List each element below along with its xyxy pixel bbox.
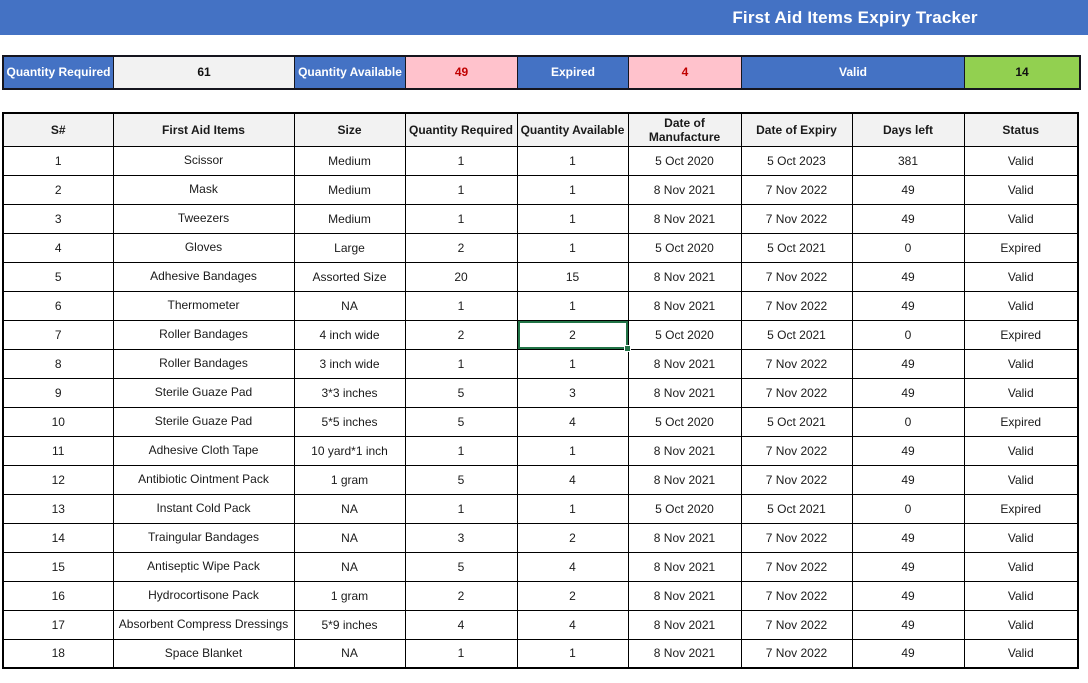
cell-sno[interactable]: 2	[3, 175, 113, 204]
cell-size[interactable]: NA	[294, 552, 405, 581]
cell-qty-available[interactable]: 2	[517, 523, 628, 552]
cell-date-of-manufacture[interactable]: 5 Oct 2020	[628, 146, 741, 175]
cell-days-left[interactable]: 49	[852, 175, 964, 204]
summary-valid-value[interactable]: 14	[965, 57, 1079, 88]
cell-sno[interactable]: 7	[3, 320, 113, 349]
table-body	[3, 146, 1078, 668]
cell-status[interactable]: Expired	[964, 407, 1078, 436]
cell-date-of-manufacture[interactable]: 8 Nov 2021	[628, 523, 741, 552]
table-row	[3, 233, 1078, 262]
cell-size[interactable]: Medium	[294, 146, 405, 175]
cell-qty-available[interactable]: 1	[517, 436, 628, 465]
cell-status[interactable]: Valid	[964, 639, 1078, 668]
cell-qty-available[interactable]: 1	[517, 291, 628, 320]
cell-item[interactable]: Absorbent Compress Dressings	[113, 610, 294, 639]
cell-date-of-manufacture[interactable]: 8 Nov 2021	[628, 639, 741, 668]
summary-quantity-required-label[interactable]: Quantity Required	[4, 57, 114, 88]
cell-date-of-manufacture[interactable]: 8 Nov 2021	[628, 175, 741, 204]
cell-date-of-manufacture[interactable]: 8 Nov 2021	[628, 291, 741, 320]
cell-status[interactable]: Valid	[964, 146, 1078, 175]
cell-item[interactable]: Roller Bandages	[113, 320, 294, 349]
cell-days-left[interactable]: 381	[852, 146, 964, 175]
cell-sno[interactable]: 12	[3, 465, 113, 494]
cell-days-left[interactable]: 49	[852, 262, 964, 291]
cell-date-of-expiry[interactable]: 7 Nov 2022	[741, 175, 852, 204]
summary-expired-label[interactable]: Expired	[518, 57, 629, 88]
cell-sno[interactable]: 15	[3, 552, 113, 581]
cell-item[interactable]: Thermometer	[113, 291, 294, 320]
cell-qty-available[interactable]: 4	[517, 465, 628, 494]
cell-qty-required[interactable]: 1	[405, 494, 517, 523]
cell-item[interactable]: Sterile Guaze Pad	[113, 378, 294, 407]
cell-sno[interactable]: 3	[3, 204, 113, 233]
header-sno[interactable]: S#	[3, 113, 113, 146]
cell-size[interactable]: Large	[294, 233, 405, 262]
header-status[interactable]: Status	[964, 113, 1078, 146]
cell-date-of-manufacture[interactable]: 8 Nov 2021	[628, 436, 741, 465]
cell-qty-required[interactable]: 2	[405, 233, 517, 262]
cell-sno[interactable]: 16	[3, 581, 113, 610]
cell-date-of-manufacture[interactable]: 8 Nov 2021	[628, 581, 741, 610]
cell-date-of-manufacture[interactable]: 8 Nov 2021	[628, 610, 741, 639]
cell-date-of-manufacture[interactable]: 5 Oct 2020	[628, 233, 741, 262]
table-row	[3, 378, 1078, 407]
cell-qty-available[interactable]: 15	[517, 262, 628, 291]
table-row	[3, 465, 1078, 494]
cell-sno[interactable]: 6	[3, 291, 113, 320]
cell-qty-available[interactable]: 4	[517, 552, 628, 581]
title-bar	[0, 0, 1088, 35]
cell-qty-available[interactable]: 3	[517, 378, 628, 407]
cell-sno[interactable]: 17	[3, 610, 113, 639]
cell-date-of-expiry[interactable]: 7 Nov 2022	[741, 523, 852, 552]
table-row	[3, 552, 1078, 581]
cell-item[interactable]: Traingular Bandages	[113, 523, 294, 552]
cell-days-left[interactable]: 49	[852, 291, 964, 320]
cell-qty-required[interactable]: 2	[405, 581, 517, 610]
cell-status[interactable]: Valid	[964, 378, 1078, 407]
cell-sno[interactable]: 10	[3, 407, 113, 436]
cell-size[interactable]: 3 inch wide	[294, 349, 405, 378]
cell-date-of-expiry[interactable]: 7 Nov 2022	[741, 581, 852, 610]
table-row	[3, 204, 1078, 233]
cell-days-left[interactable]: 49	[852, 610, 964, 639]
cell-status[interactable]: Valid	[964, 523, 1078, 552]
table-row	[3, 262, 1078, 291]
cell-qty-required[interactable]: 20	[405, 262, 517, 291]
header-days-left[interactable]: Days left	[852, 113, 964, 146]
cell-date-of-expiry[interactable]: 7 Nov 2022	[741, 262, 852, 291]
cell-days-left[interactable]: 0	[852, 407, 964, 436]
table-row	[3, 320, 1078, 349]
cell-status[interactable]: Valid	[964, 552, 1078, 581]
header-date-of-expiry[interactable]: Date of Expiry	[741, 113, 852, 146]
cell-sno[interactable]: 9	[3, 378, 113, 407]
cell-days-left[interactable]: 49	[852, 639, 964, 668]
table-row	[3, 494, 1078, 523]
cell-qty-required[interactable]: 1	[405, 349, 517, 378]
table-row	[3, 639, 1078, 668]
cell-date-of-expiry[interactable]: 7 Nov 2022	[741, 378, 852, 407]
cell-date-of-expiry[interactable]: 7 Nov 2022	[741, 552, 852, 581]
table-row	[3, 291, 1078, 320]
cell-qty-required[interactable]: 5	[405, 407, 517, 436]
cell-status[interactable]: Valid	[964, 262, 1078, 291]
cell-qty-required[interactable]: 1	[405, 291, 517, 320]
cell-qty-available[interactable]: 1	[517, 233, 628, 262]
table-row	[3, 407, 1078, 436]
cell-date-of-expiry[interactable]: 5 Oct 2021	[741, 233, 852, 262]
summary-expired-value[interactable]: 4	[629, 57, 742, 88]
table-row	[3, 581, 1078, 610]
cell-sno[interactable]: 1	[3, 146, 113, 175]
cell-status[interactable]: Valid	[964, 291, 1078, 320]
summary-valid-label[interactable]: Valid	[742, 57, 965, 88]
cell-size[interactable]: 5*9 inches	[294, 610, 405, 639]
cell-size[interactable]: NA	[294, 494, 405, 523]
cell-qty-required[interactable]: 1	[405, 639, 517, 668]
cell-date-of-manufacture[interactable]: 8 Nov 2021	[628, 552, 741, 581]
cell-status[interactable]: Expired	[964, 320, 1078, 349]
summary-strip	[2, 55, 1081, 90]
cell-days-left[interactable]: 0	[852, 320, 964, 349]
cell-date-of-expiry[interactable]: 7 Nov 2022	[741, 639, 852, 668]
cell-qty-available[interactable]: 2	[517, 320, 628, 349]
cell-qty-available[interactable]: 4	[517, 610, 628, 639]
header-quantity-available[interactable]: Quantity Available	[517, 113, 628, 146]
cell-qty-required[interactable]: 1	[405, 436, 517, 465]
cell-size[interactable]: NA	[294, 523, 405, 552]
cell-days-left[interactable]: 49	[852, 465, 964, 494]
cell-date-of-manufacture[interactable]: 8 Nov 2021	[628, 378, 741, 407]
table-row	[3, 146, 1078, 175]
cell-days-left[interactable]: 49	[852, 523, 964, 552]
cell-date-of-manufacture[interactable]: 8 Nov 2021	[628, 204, 741, 233]
cell-sno[interactable]: 11	[3, 436, 113, 465]
summary-quantity-required-value[interactable]: 61	[114, 57, 295, 88]
cell-status[interactable]: Expired	[964, 494, 1078, 523]
cell-date-of-manufacture[interactable]: 5 Oct 2020	[628, 407, 741, 436]
cell-item[interactable]: Antiseptic Wipe Pack	[113, 552, 294, 581]
cell-date-of-expiry[interactable]: 7 Nov 2022	[741, 291, 852, 320]
cell-item[interactable]: Adhesive Bandages	[113, 262, 294, 291]
cell-qty-available[interactable]: 4	[517, 407, 628, 436]
cell-item[interactable]: Sterile Guaze Pad	[113, 407, 294, 436]
cell-qty-available[interactable]: 1	[517, 494, 628, 523]
cell-sno[interactable]: 18	[3, 639, 113, 668]
cell-qty-required[interactable]: 5	[405, 465, 517, 494]
cell-qty-required[interactable]: 1	[405, 204, 517, 233]
cell-date-of-manufacture[interactable]: 5 Oct 2020	[628, 320, 741, 349]
cell-status[interactable]: Valid	[964, 610, 1078, 639]
cell-size[interactable]: 3*3 inches	[294, 378, 405, 407]
cell-date-of-manufacture[interactable]: 8 Nov 2021	[628, 465, 741, 494]
cell-qty-available[interactable]: 1	[517, 349, 628, 378]
first-aid-items-table	[2, 112, 1079, 669]
cell-qty-required[interactable]: 1	[405, 146, 517, 175]
cell-date-of-manufacture[interactable]: 8 Nov 2021	[628, 262, 741, 291]
cell-qty-available[interactable]: 1	[517, 639, 628, 668]
cell-item[interactable]: Roller Bandages	[113, 349, 294, 378]
header-date-of-manufacture[interactable]: Date of Manufacture	[628, 113, 741, 146]
cell-days-left[interactable]: 49	[852, 436, 964, 465]
cell-size[interactable]: NA	[294, 639, 405, 668]
cell-item[interactable]: Mask	[113, 175, 294, 204]
cell-status[interactable]: Valid	[964, 204, 1078, 233]
cell-date-of-expiry[interactable]: 7 Nov 2022	[741, 204, 852, 233]
cell-status[interactable]: Valid	[964, 581, 1078, 610]
cell-item[interactable]: Scissor	[113, 146, 294, 175]
cell-size[interactable]: Medium	[294, 204, 405, 233]
cell-qty-required[interactable]: 5	[405, 552, 517, 581]
cell-sno[interactable]: 14	[3, 523, 113, 552]
cell-item[interactable]: Gloves	[113, 233, 294, 262]
cell-days-left[interactable]: 49	[852, 349, 964, 378]
cell-date-of-expiry[interactable]: 5 Oct 2023	[741, 146, 852, 175]
cell-days-left[interactable]: 0	[852, 233, 964, 262]
cell-qty-required[interactable]: 4	[405, 610, 517, 639]
cell-days-left[interactable]: 49	[852, 378, 964, 407]
summary-quantity-available-value[interactable]: 49	[406, 57, 518, 88]
cell-size[interactable]: 5*5 inches	[294, 407, 405, 436]
page-title: First Aid Items Expiry Tracker	[732, 7, 978, 27]
cell-item[interactable]: Space Blanket	[113, 639, 294, 668]
cell-qty-required[interactable]: 1	[405, 175, 517, 204]
cell-date-of-expiry[interactable]: 5 Oct 2021	[741, 407, 852, 436]
cell-status[interactable]: Valid	[964, 465, 1078, 494]
table-row	[3, 523, 1078, 552]
cell-date-of-expiry[interactable]: 7 Nov 2022	[741, 349, 852, 378]
cell-date-of-manufacture[interactable]: 8 Nov 2021	[628, 349, 741, 378]
header-first-aid-items[interactable]: First Aid Items	[113, 113, 294, 146]
table-row	[3, 349, 1078, 378]
cell-status[interactable]: Valid	[964, 349, 1078, 378]
cell-status[interactable]: Expired	[964, 233, 1078, 262]
cell-date-of-expiry[interactable]: 7 Nov 2022	[741, 436, 852, 465]
cell-item[interactable]: Antibiotic Ointment Pack	[113, 465, 294, 494]
cell-date-of-expiry[interactable]: 7 Nov 2022	[741, 610, 852, 639]
cell-size[interactable]: Medium	[294, 175, 405, 204]
cell-item[interactable]: Hydrocortisone Pack	[113, 581, 294, 610]
cell-size[interactable]: NA	[294, 291, 405, 320]
cell-size[interactable]: Assorted Size	[294, 262, 405, 291]
cell-size[interactable]: 10 yard*1 inch	[294, 436, 405, 465]
header-quantity-required[interactable]: Quantity Required	[405, 113, 517, 146]
table-row	[3, 610, 1078, 639]
cell-sno[interactable]: 13	[3, 494, 113, 523]
cell-days-left[interactable]: 49	[852, 552, 964, 581]
cell-item[interactable]: Tweezers	[113, 204, 294, 233]
cell-size[interactable]: 1 gram	[294, 465, 405, 494]
cell-qty-required[interactable]: 2	[405, 320, 517, 349]
cell-qty-available[interactable]: 1	[517, 146, 628, 175]
cell-sno[interactable]: 4	[3, 233, 113, 262]
cell-days-left[interactable]: 49	[852, 204, 964, 233]
cell-sno[interactable]: 8	[3, 349, 113, 378]
cell-days-left[interactable]: 49	[852, 581, 964, 610]
cell-qty-required[interactable]: 3	[405, 523, 517, 552]
cell-status[interactable]: Valid	[964, 175, 1078, 204]
cell-size[interactable]: 1 gram	[294, 581, 405, 610]
cell-date-of-manufacture[interactable]: 5 Oct 2020	[628, 494, 741, 523]
cell-date-of-expiry[interactable]: 7 Nov 2022	[741, 465, 852, 494]
cell-qty-available[interactable]: 2	[517, 581, 628, 610]
cell-qty-available[interactable]: 1	[517, 175, 628, 204]
table-row	[3, 436, 1078, 465]
cell-date-of-expiry[interactable]: 5 Oct 2021	[741, 494, 852, 523]
header-size[interactable]: Size	[294, 113, 405, 146]
cell-days-left[interactable]: 0	[852, 494, 964, 523]
cell-qty-available[interactable]: 1	[517, 204, 628, 233]
cell-item[interactable]: Adhesive Cloth Tape	[113, 436, 294, 465]
cell-status[interactable]: Valid	[964, 436, 1078, 465]
cell-qty-required[interactable]: 5	[405, 378, 517, 407]
table-row	[3, 175, 1078, 204]
summary-quantity-available-label[interactable]: Quantity Available	[295, 57, 406, 88]
cell-date-of-expiry[interactable]: 5 Oct 2021	[741, 320, 852, 349]
cell-sno[interactable]: 5	[3, 262, 113, 291]
cell-item[interactable]: Instant Cold Pack	[113, 494, 294, 523]
cell-size[interactable]: 4 inch wide	[294, 320, 405, 349]
table-header-row	[3, 113, 1078, 146]
